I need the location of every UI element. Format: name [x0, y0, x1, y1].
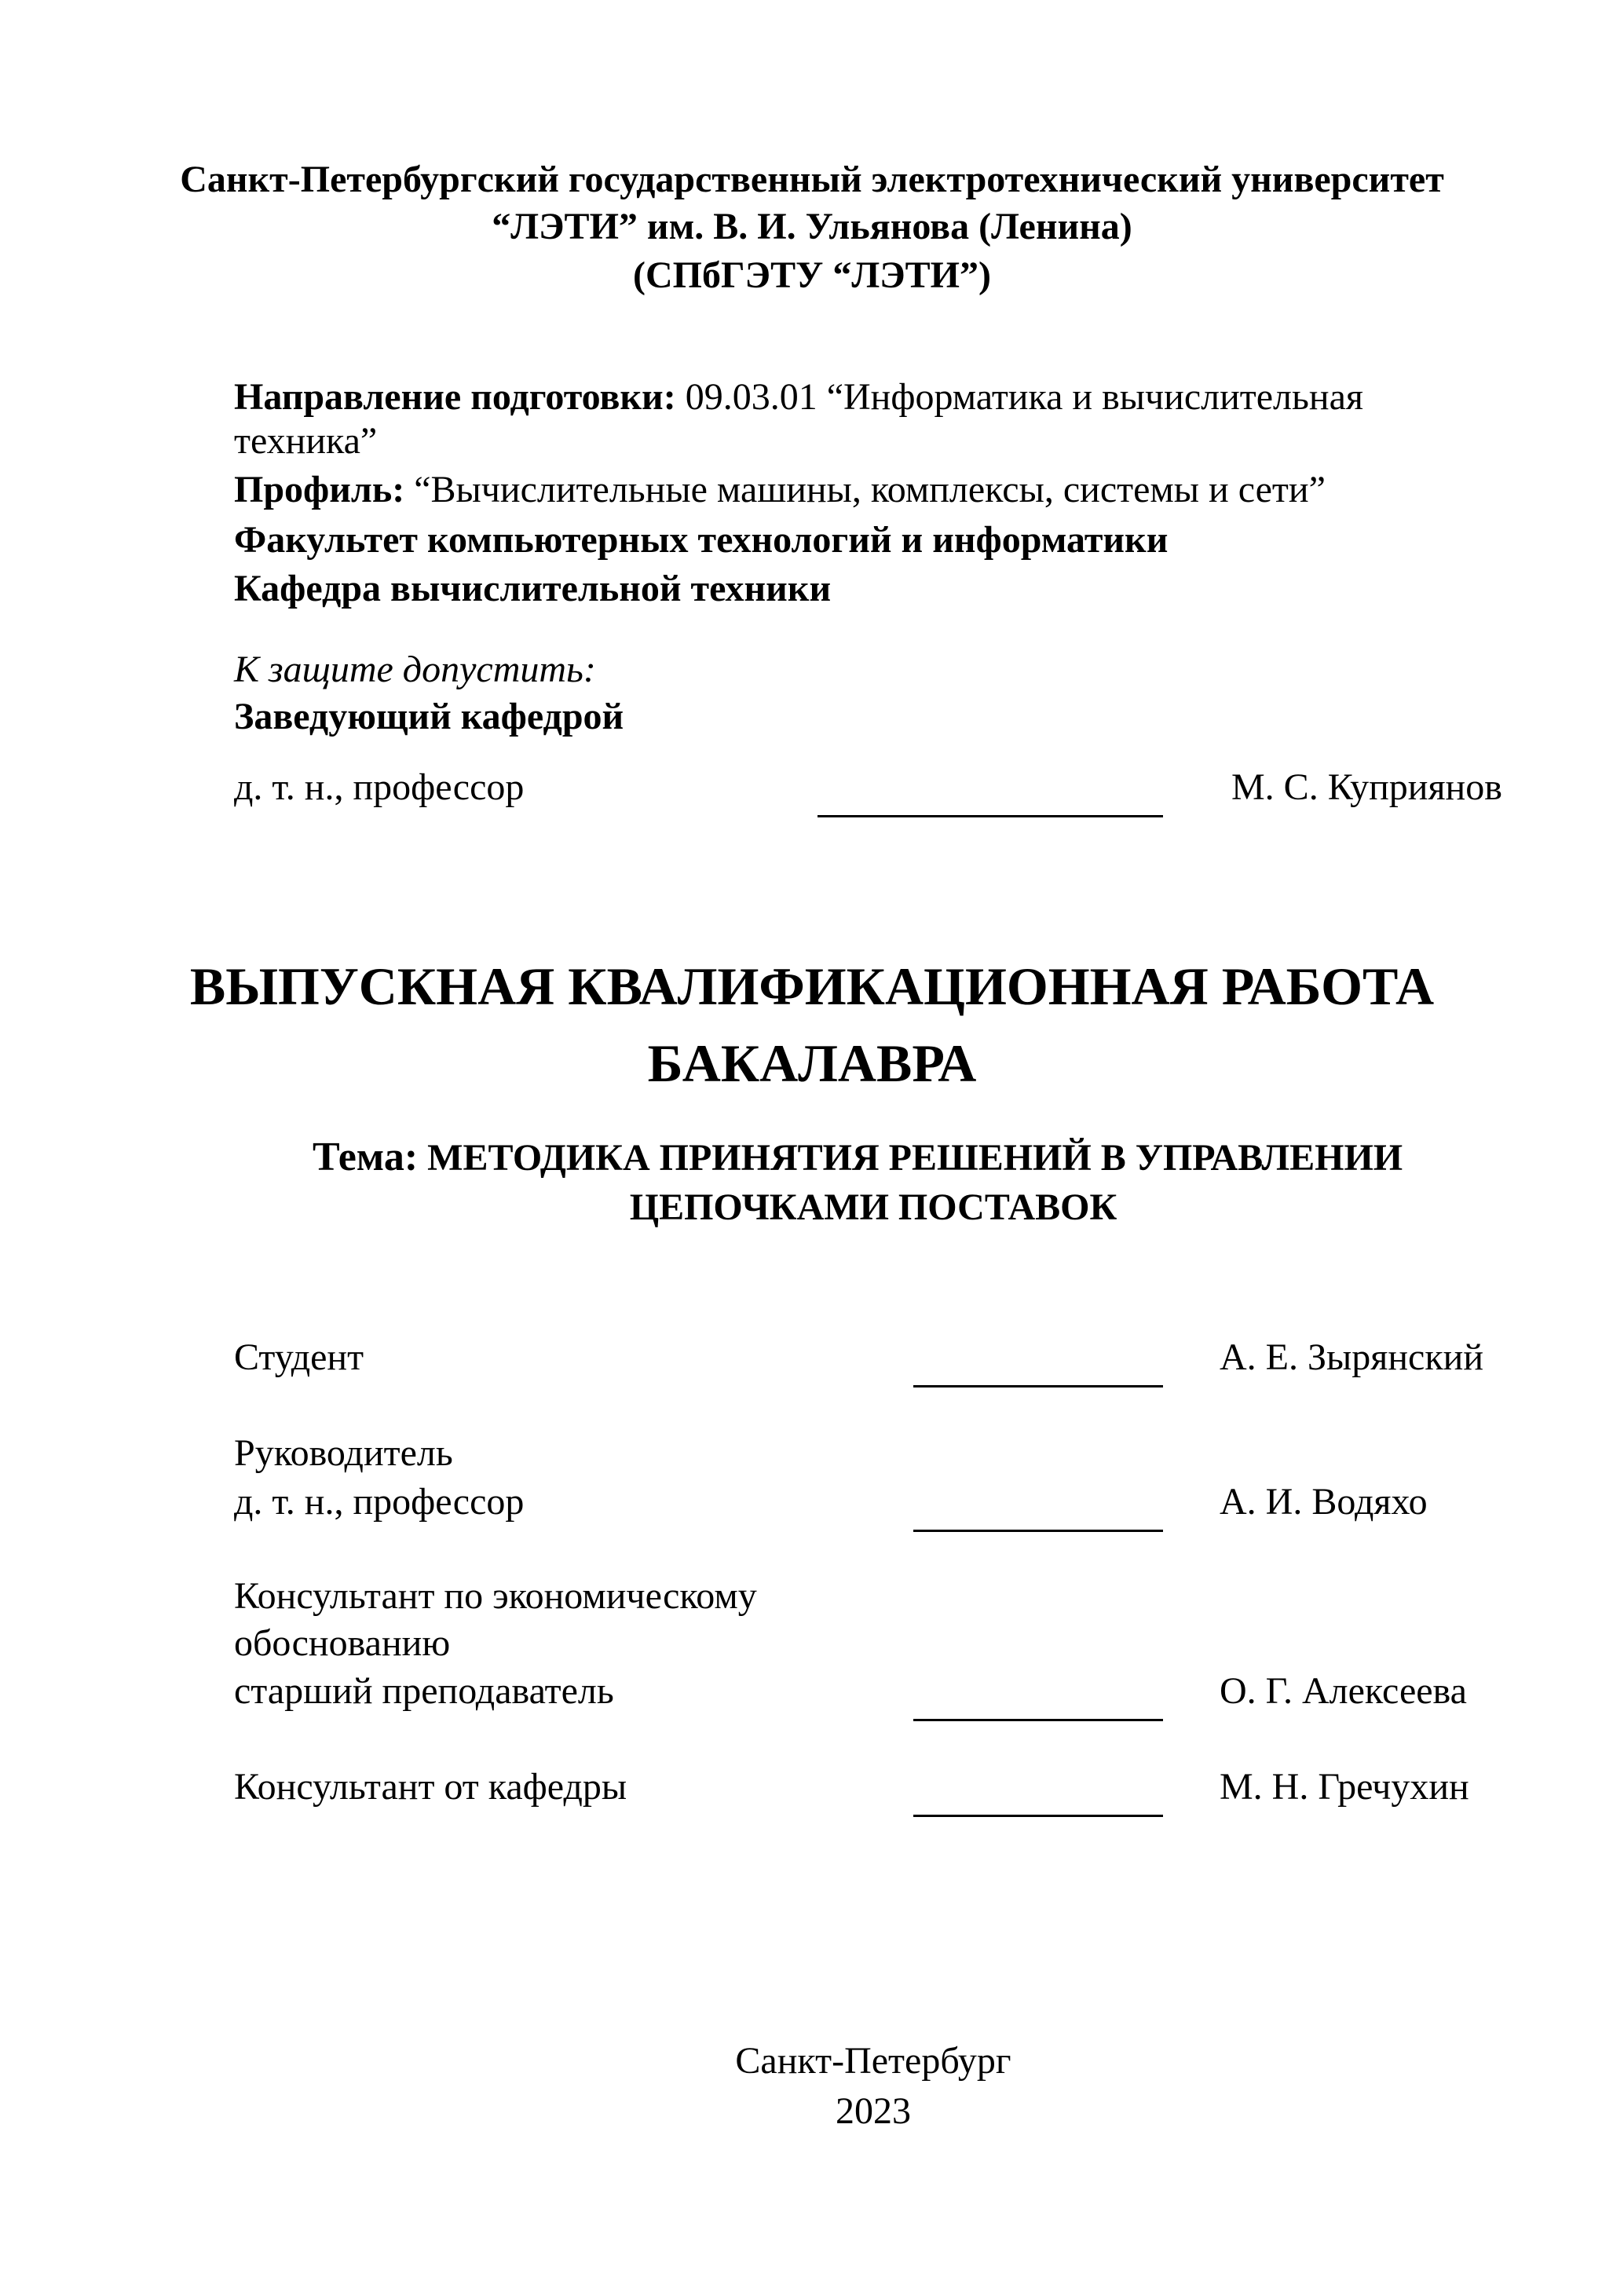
faculty: Факультет компьютерных технологий и информатики	[234, 519, 1169, 561]
econ-role: Консультант по экономическому	[234, 1575, 757, 1617]
signature-line	[913, 1815, 1163, 1817]
econ-title: старший преподаватель	[234, 1670, 614, 1712]
profile	[234, 471, 1326, 509]
university-abbr: (СПбГЭТУ “ЛЭТИ”)	[633, 254, 991, 296]
profile-label: Профиль:	[234, 469, 405, 510]
profile-value: “Вычислительные машины, комплексы, системы и сети”	[404, 469, 1326, 510]
topic-line2: ЦЕПОЧКАМИ ПОСТАВОК	[629, 1186, 1117, 1228]
direction-value-cont: техника”	[234, 420, 378, 462]
direction	[234, 378, 1363, 416]
supervisor-role: Руководитель	[234, 1432, 453, 1474]
econ-role-cont: обоснованию	[234, 1622, 451, 1664]
head-title: д. т. н., профессор	[234, 766, 525, 808]
topic-line1: МЕТОДИКА ПРИНЯТИЯ РЕШЕНИЙ В УПРАВЛЕНИИ	[418, 1137, 1403, 1179]
head-of-department: Заведующий кафедрой	[234, 696, 624, 737]
student-name: А. Е. Зырянский	[1220, 1336, 1484, 1378]
university-name-line2: “ЛЭТИ” им. В. И. Ульянова (Ленина)	[492, 206, 1132, 247]
signature-line	[913, 1719, 1163, 1721]
signature-line	[817, 815, 1163, 817]
university-name: Санкт-Петербургский государственный электротехнический университет	[180, 159, 1444, 200]
student-role: Студент	[234, 1336, 364, 1378]
direction-label: Направление подготовки:	[234, 376, 676, 418]
supervisor-name: А. И. Водяхо	[1220, 1481, 1428, 1523]
direction-value: 09.03.01 “Информатика и вычислительная	[675, 376, 1363, 418]
year: 2023	[836, 2090, 911, 2132]
admit-label: К защите допустить:	[234, 649, 596, 690]
signature-line	[913, 1385, 1163, 1387]
head-name: М. С. Куприянов	[1231, 766, 1502, 808]
city: Санкт-Петербург	[735, 2040, 1011, 2082]
signature-line	[913, 1530, 1163, 1532]
work-title-line2: БАКАЛАВРА	[647, 1033, 977, 1093]
econ-name: О. Г. Алексеева	[1220, 1670, 1467, 1712]
dept-consultant-name: М. Н. Гречухин	[1220, 1766, 1469, 1808]
supervisor-title: д. т. н., профессор	[234, 1481, 525, 1523]
work-title: ВЫПУСКНАЯ КВАЛИФИКАЦИОННАЯ РАБОТА	[189, 956, 1435, 1016]
topic-label: Тема:	[313, 1135, 419, 1179]
dept-consultant-role: Консультант от кафедры	[234, 1766, 627, 1808]
topic	[313, 1137, 1403, 1178]
department: Кафедра вычислительной техники	[234, 568, 832, 609]
